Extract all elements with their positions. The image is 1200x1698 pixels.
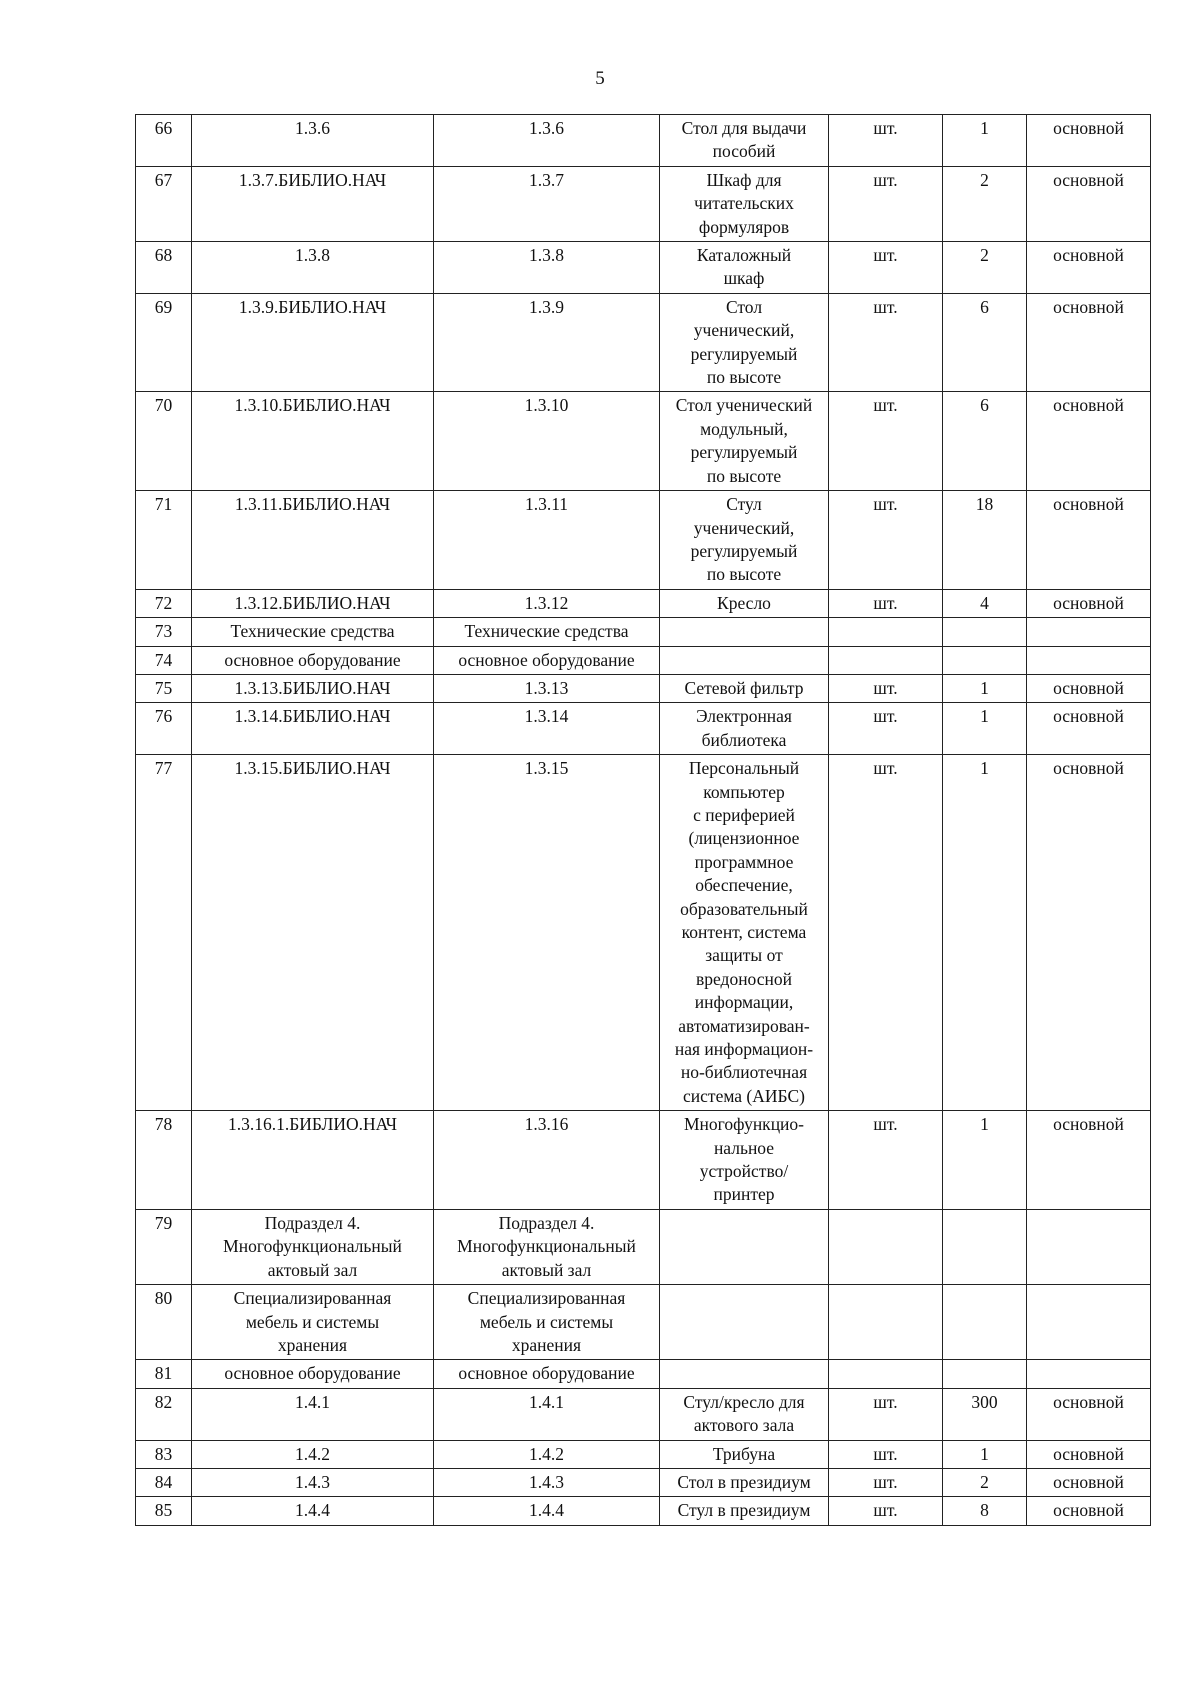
item-code-cell: основное оборудование [192, 1360, 434, 1388]
section-code-cell: 1.3.7 [434, 166, 660, 241]
row-number-cell: 66 [136, 115, 192, 167]
unit-cell [829, 1360, 943, 1388]
unit-cell: шт. [829, 589, 943, 617]
section-code-cell: 1.3.13 [434, 674, 660, 702]
item-code-cell: 1.3.7.БИБЛИО.НАЧ [192, 166, 434, 241]
section-code-cell: 1.4.1 [434, 1388, 660, 1440]
unit-cell: шт. [829, 293, 943, 392]
category-cell: основной [1027, 115, 1151, 167]
quantity-cell: 6 [943, 392, 1027, 491]
unit-cell [829, 618, 943, 646]
item-name-cell [660, 1360, 829, 1388]
item-name-cell: Стул ученический, регулируемый по высоте [660, 491, 829, 590]
section-code-cell: Специализированная мебель и системы хранения [434, 1285, 660, 1360]
section-code-cell: 1.4.2 [434, 1440, 660, 1468]
row-number-cell: 84 [136, 1468, 192, 1496]
unit-cell: шт. [829, 166, 943, 241]
item-name-cell: Трибуна [660, 1440, 829, 1468]
item-code-cell: 1.3.14.БИБЛИО.НАЧ [192, 703, 434, 755]
quantity-cell: 6 [943, 293, 1027, 392]
item-name-cell: Стул в президиум [660, 1497, 829, 1525]
table-row [136, 755, 1151, 1111]
row-number-cell: 78 [136, 1111, 192, 1210]
row-number-cell: 77 [136, 755, 192, 1111]
category-cell [1027, 1209, 1151, 1284]
quantity-cell [943, 1360, 1027, 1388]
item-name-cell: Стол ученический, регулируемый по высоте [660, 293, 829, 392]
table-row [136, 166, 1151, 241]
unit-cell: шт. [829, 1111, 943, 1210]
item-name-cell: Электронная библиотека [660, 703, 829, 755]
item-name-cell: Многофункцио- нальное устройство/ принтер [660, 1111, 829, 1210]
unit-cell: шт. [829, 242, 943, 294]
item-name-cell: Персональный компьютер с периферией (лицензионное программное обеспечение, образовательный контент, система защиты от вредоносной информации, автоматизирован- ная информацион- но-библиотечная система (АИБС) [660, 755, 829, 1111]
section-code-cell: 1.3.12 [434, 589, 660, 617]
section-code-cell: 1.3.15 [434, 755, 660, 1111]
item-code-cell: 1.4.2 [192, 1440, 434, 1468]
quantity-cell: 300 [943, 1388, 1027, 1440]
table-row [136, 1497, 1151, 1525]
category-cell: основной [1027, 166, 1151, 241]
table-row [136, 1468, 1151, 1496]
category-cell: основной [1027, 1388, 1151, 1440]
section-code-cell: основное оборудование [434, 1360, 660, 1388]
row-number-cell: 75 [136, 674, 192, 702]
item-code-cell: Специализированная мебель и системы хранения [192, 1285, 434, 1360]
table-body [136, 115, 1151, 1526]
equipment-table [135, 114, 1151, 1526]
item-code-cell: 1.3.10.БИБЛИО.НАЧ [192, 392, 434, 491]
unit-cell: шт. [829, 703, 943, 755]
table-row [136, 618, 1151, 646]
quantity-cell: 1 [943, 755, 1027, 1111]
row-number-cell: 71 [136, 491, 192, 590]
table-row [136, 115, 1151, 167]
quantity-cell: 1 [943, 674, 1027, 702]
category-cell [1027, 618, 1151, 646]
row-number-cell: 67 [136, 166, 192, 241]
table-row [136, 1440, 1151, 1468]
quantity-cell: 4 [943, 589, 1027, 617]
table-row [136, 293, 1151, 392]
item-code-cell: 1.3.9.БИБЛИО.НАЧ [192, 293, 434, 392]
section-code-cell: 1.3.6 [434, 115, 660, 167]
table-row [136, 646, 1151, 674]
section-code-cell: Технические средства [434, 618, 660, 646]
section-code-cell: Подраздел 4. Многофункциональный актовый зал [434, 1209, 660, 1284]
row-number-cell: 80 [136, 1285, 192, 1360]
item-name-cell [660, 1285, 829, 1360]
item-code-cell: 1.4.3 [192, 1468, 434, 1496]
item-name-cell: Стол ученический модульный, регулируемый по высоте [660, 392, 829, 491]
category-cell [1027, 1285, 1151, 1360]
table-row [136, 1285, 1151, 1360]
unit-cell: шт. [829, 115, 943, 167]
category-cell: основной [1027, 1497, 1151, 1525]
quantity-cell: 1 [943, 115, 1027, 167]
table-row [136, 589, 1151, 617]
row-number-cell: 76 [136, 703, 192, 755]
section-code-cell: 1.3.10 [434, 392, 660, 491]
category-cell: основной [1027, 1440, 1151, 1468]
table-row [136, 674, 1151, 702]
row-number-cell: 79 [136, 1209, 192, 1284]
quantity-cell: 8 [943, 1497, 1027, 1525]
unit-cell: шт. [829, 1440, 943, 1468]
section-code-cell: 1.3.8 [434, 242, 660, 294]
row-number-cell: 85 [136, 1497, 192, 1525]
section-code-cell: 1.4.4 [434, 1497, 660, 1525]
unit-cell: шт. [829, 392, 943, 491]
table-row [136, 491, 1151, 590]
category-cell: основной [1027, 293, 1151, 392]
item-name-cell: Стол для выдачи пособий [660, 115, 829, 167]
unit-cell: шт. [829, 1388, 943, 1440]
item-code-cell: 1.3.6 [192, 115, 434, 167]
table-row [136, 242, 1151, 294]
row-number-cell: 81 [136, 1360, 192, 1388]
item-name-cell: Каталожный шкаф [660, 242, 829, 294]
quantity-cell: 2 [943, 242, 1027, 294]
table-row [136, 1209, 1151, 1284]
section-code-cell: основное оборудование [434, 646, 660, 674]
section-code-cell: 1.3.16 [434, 1111, 660, 1210]
quantity-cell: 1 [943, 703, 1027, 755]
quantity-cell [943, 1285, 1027, 1360]
category-cell: основной [1027, 242, 1151, 294]
quantity-cell: 18 [943, 491, 1027, 590]
item-code-cell: 1.3.15.БИБЛИО.НАЧ [192, 755, 434, 1111]
item-code-cell: 1.3.16.1.БИБЛИО.НАЧ [192, 1111, 434, 1210]
section-code-cell: 1.3.14 [434, 703, 660, 755]
item-code-cell: 1.3.13.БИБЛИО.НАЧ [192, 674, 434, 702]
quantity-cell: 1 [943, 1440, 1027, 1468]
item-code-cell: 1.3.12.БИБЛИО.НАЧ [192, 589, 434, 617]
category-cell [1027, 1360, 1151, 1388]
row-number-cell: 73 [136, 618, 192, 646]
item-name-cell: Сетевой фильтр [660, 674, 829, 702]
row-number-cell: 69 [136, 293, 192, 392]
category-cell [1027, 646, 1151, 674]
row-number-cell: 82 [136, 1388, 192, 1440]
table-row [136, 1388, 1151, 1440]
table-row [136, 1111, 1151, 1210]
item-name-cell [660, 1209, 829, 1284]
row-number-cell: 74 [136, 646, 192, 674]
row-number-cell: 68 [136, 242, 192, 294]
unit-cell [829, 646, 943, 674]
table-row [136, 392, 1151, 491]
quantity-cell [943, 618, 1027, 646]
table-row [136, 1360, 1151, 1388]
item-name-cell: Шкаф для читательских формуляров [660, 166, 829, 241]
unit-cell: шт. [829, 1468, 943, 1496]
quantity-cell [943, 1209, 1027, 1284]
unit-cell: шт. [829, 755, 943, 1111]
unit-cell [829, 1285, 943, 1360]
row-number-cell: 83 [136, 1440, 192, 1468]
item-code-cell: 1.3.8 [192, 242, 434, 294]
section-code-cell: 1.3.9 [434, 293, 660, 392]
item-code-cell: 1.4.1 [192, 1388, 434, 1440]
item-code-cell: 1.3.11.БИБЛИО.НАЧ [192, 491, 434, 590]
category-cell: основной [1027, 1111, 1151, 1210]
unit-cell [829, 1209, 943, 1284]
item-code-cell: 1.4.4 [192, 1497, 434, 1525]
category-cell: основной [1027, 491, 1151, 590]
category-cell: основной [1027, 589, 1151, 617]
item-code-cell: Подраздел 4. Многофункциональный актовый зал [192, 1209, 434, 1284]
item-name-cell [660, 618, 829, 646]
quantity-cell [943, 646, 1027, 674]
item-name-cell: Стол в президиум [660, 1468, 829, 1496]
section-code-cell: 1.4.3 [434, 1468, 660, 1496]
item-name-cell [660, 646, 829, 674]
category-cell: основной [1027, 674, 1151, 702]
quantity-cell: 2 [943, 1468, 1027, 1496]
quantity-cell: 2 [943, 166, 1027, 241]
category-cell: основной [1027, 1468, 1151, 1496]
item-code-cell: основное оборудование [192, 646, 434, 674]
item-code-cell: Технические средства [192, 618, 434, 646]
item-name-cell: Стул/кресло для актового зала [660, 1388, 829, 1440]
unit-cell: шт. [829, 674, 943, 702]
category-cell: основной [1027, 703, 1151, 755]
section-code-cell: 1.3.11 [434, 491, 660, 590]
quantity-cell: 1 [943, 1111, 1027, 1210]
category-cell: основной [1027, 392, 1151, 491]
row-number-cell: 72 [136, 589, 192, 617]
category-cell: основной [1027, 755, 1151, 1111]
unit-cell: шт. [829, 491, 943, 590]
item-name-cell: Кресло [660, 589, 829, 617]
unit-cell: шт. [829, 1497, 943, 1525]
page-number: 5 [595, 68, 605, 89]
row-number-cell: 70 [136, 392, 192, 491]
table-row [136, 703, 1151, 755]
